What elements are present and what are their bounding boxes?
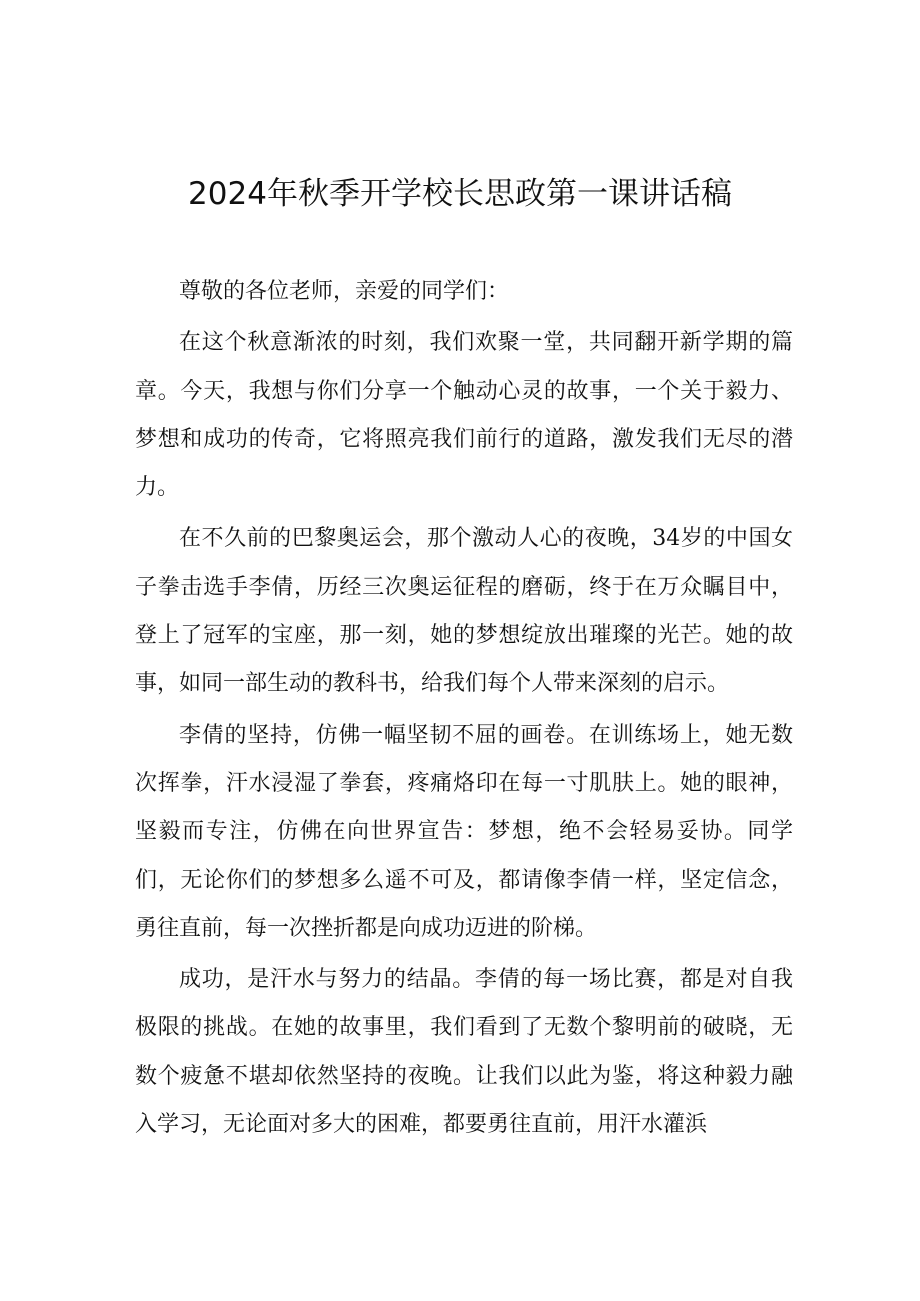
paragraph-3: 李倩的坚持，仿佛一幅坚韧不屈的画卷。在训练场上，她无数次挥拳，汗水浸湿了拳套，疼痛烙印在每一寸肌肤上。她的眼神，坚毅而专注，仿佛在向世界宣告：梦想，绝不会轻易妥协。同学们，无论你们的梦想多么遥不可及，都请像李倩一样，坚定信念，勇往直前，每一次挫折都是向成功迈进的阶梯。 <box>135 722 793 941</box>
paragraph-4: 成功，是汗水与努力的结晶。李倩的每一场比赛，都是对自我极限的挑战。在她的故事里，我们看到了无数个黎明前的破晓，无数个疲惫不堪却依然坚持的夜晚。让我们以此为鉴，将这种毅力融入学习，无论面对多大的困难，都要勇往直前，用汗水灌浜 <box>135 967 793 1138</box>
document-title: 2024年秋季开学校长思政第一课讲话稿 <box>188 176 732 212</box>
paragraph-1: 在这个秋意渐浓的时刻，我们欢聚一堂，共同翻开新学期的篇章。今天，我想与你们分享一个触动心灵的故事，一个关于毅力、梦想和成功的传奇，它将照亮我们前行的道路，激发我们无尽的潜力。 <box>135 330 793 501</box>
greeting: 尊敬的各位老师，亲爱的同学们： <box>179 279 510 304</box>
document-body <box>135 268 793 1149</box>
paragraph-2: 在不久前的巴黎奥运会，那个激动人心的夜晚，34岁的中国女子拳击选手李倩，历经三次奥运征程的磨砺，终于在万众瞩目中，登上了冠军的宝座，那一刻，她的梦想绽放出璀璨的光芒。她的故事，如同一部生动的教科书，给我们每个人带来深刻的启示。 <box>135 526 793 697</box>
